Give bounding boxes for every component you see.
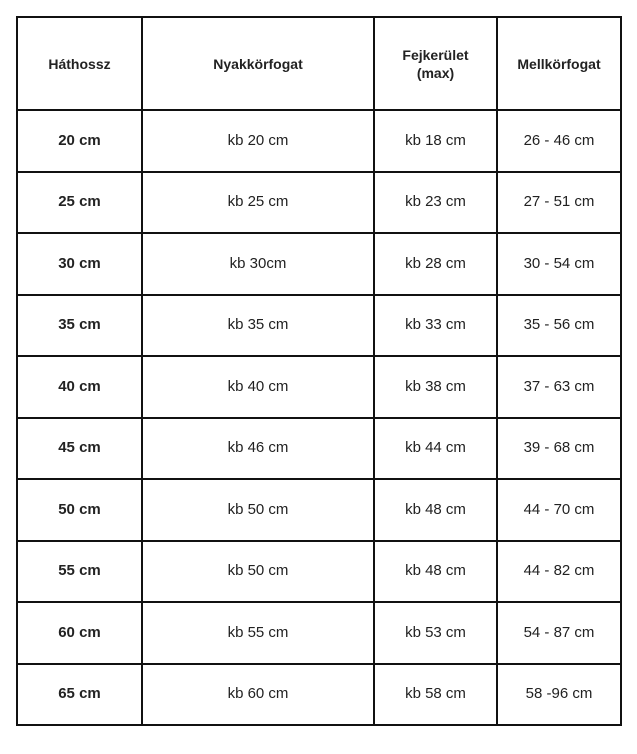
table-row [17,295,621,357]
table-row [17,110,621,172]
cell-head-circumference: kb 58 cm [374,664,497,726]
cell-chest-circumference: 44 - 82 cm [497,541,621,603]
cell-head-circumference: kb 38 cm [374,356,497,418]
table-row [17,356,621,418]
cell-neck-circumference: kb 20 cm [142,110,374,172]
cell-back-length: 35 cm [17,295,142,357]
cell-chest-circumference: 44 - 70 cm [497,479,621,541]
cell-chest-circumference: 39 - 68 cm [497,418,621,480]
header-head-circumference: Fejkerület (max) [374,17,497,110]
header-back-length: Háthossz [17,17,142,110]
cell-head-circumference: kb 33 cm [374,295,497,357]
cell-back-length: 20 cm [17,110,142,172]
table-row [17,418,621,480]
cell-back-length: 25 cm [17,172,142,234]
cell-back-length: 45 cm [17,418,142,480]
table-row [17,172,621,234]
cell-head-circumference: kb 18 cm [374,110,497,172]
table-row [17,479,621,541]
cell-chest-circumference: 37 - 63 cm [497,356,621,418]
size-chart-table [16,16,622,726]
table-row [17,233,621,295]
cell-head-circumference: kb 28 cm [374,233,497,295]
cell-chest-circumference: 26 - 46 cm [497,110,621,172]
cell-chest-circumference: 58 -96 cm [497,664,621,726]
cell-neck-circumference: kb 55 cm [142,602,374,664]
cell-chest-circumference: 54 - 87 cm [497,602,621,664]
cell-back-length: 65 cm [17,664,142,726]
cell-head-circumference: kb 44 cm [374,418,497,480]
table-row [17,664,621,726]
table-body [17,110,621,725]
header-row [17,17,621,110]
cell-chest-circumference: 27 - 51 cm [497,172,621,234]
table-row [17,602,621,664]
cell-back-length: 55 cm [17,541,142,603]
cell-head-circumference: kb 23 cm [374,172,497,234]
cell-head-circumference: kb 53 cm [374,602,497,664]
table-header [17,17,621,110]
cell-neck-circumference: kb 30cm [142,233,374,295]
cell-neck-circumference: kb 46 cm [142,418,374,480]
cell-head-circumference: kb 48 cm [374,479,497,541]
cell-neck-circumference: kb 60 cm [142,664,374,726]
cell-neck-circumference: kb 40 cm [142,356,374,418]
cell-chest-circumference: 35 - 56 cm [497,295,621,357]
cell-back-length: 30 cm [17,233,142,295]
cell-neck-circumference: kb 35 cm [142,295,374,357]
cell-head-circumference: kb 48 cm [374,541,497,603]
cell-chest-circumference: 30 - 54 cm [497,233,621,295]
cell-back-length: 60 cm [17,602,142,664]
cell-neck-circumference: kb 25 cm [142,172,374,234]
header-chest-circumference: Mellkörfogat [497,17,621,110]
cell-neck-circumference: kb 50 cm [142,479,374,541]
cell-back-length: 50 cm [17,479,142,541]
header-neck-circumference: Nyakkörfogat [142,17,374,110]
table-row [17,541,621,603]
cell-back-length: 40 cm [17,356,142,418]
cell-neck-circumference: kb 50 cm [142,541,374,603]
